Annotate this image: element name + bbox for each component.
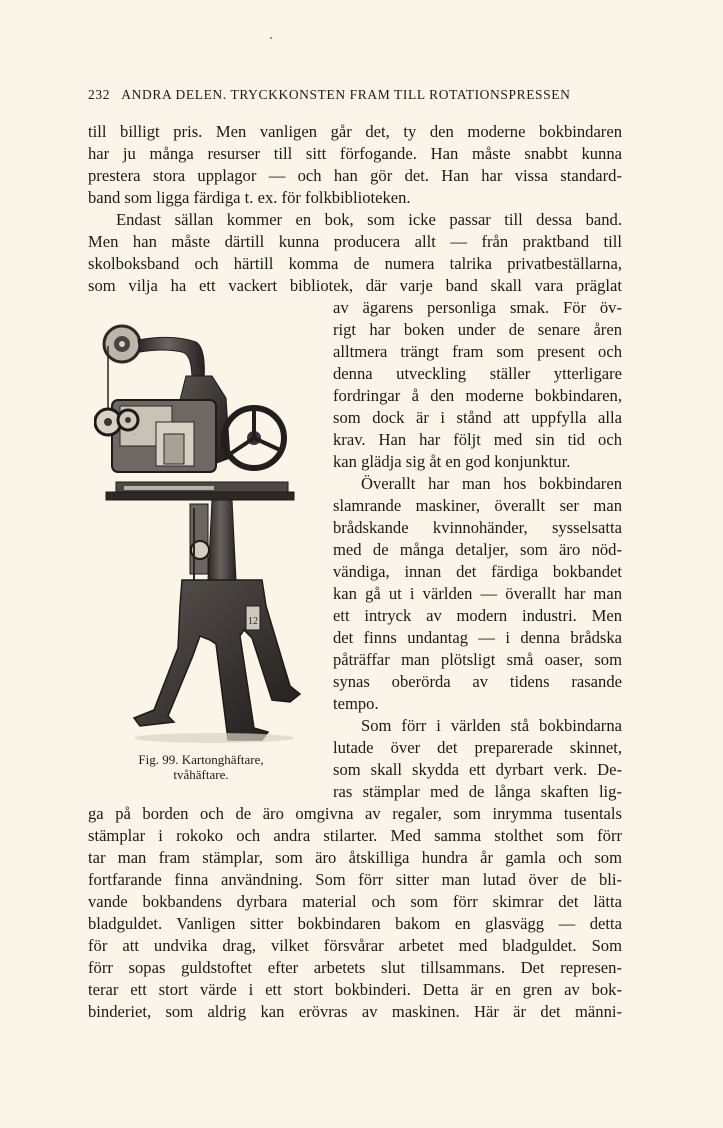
text-line: kan gå ut i världen — överallt har man	[333, 584, 622, 603]
text-line: krav. Han har följt med sin tid och	[333, 430, 622, 449]
print-speck	[270, 37, 272, 39]
text-line: har ju många resurser till sitt förfogande. Han måste snabbt kunna	[88, 144, 622, 163]
text-line: rigt har boken under de senare åren	[333, 320, 622, 339]
text-line: vändiga, innan det färdiga bokbandet	[333, 562, 622, 581]
text-line: Överallt har man hos bokbindaren	[361, 474, 622, 493]
text-line: stämplar i rokoko och andra stilarter. Med samma stolthet som förr	[88, 826, 622, 845]
text-line: slamrande maskiner, överallt ser man	[333, 496, 622, 515]
text-line: förr sopas guldstoftet efter arbetets slut tillsammans. Det represen-	[88, 958, 622, 977]
text-line: brådskande kvinnohänder, sysselsatta	[333, 518, 622, 537]
text-line: prestera stora upplagor — och han gör det. Han har vissa standard-	[88, 166, 622, 185]
text-line: tar man fram stämplar, som äro åtskilliga hundra år gamla och som	[88, 848, 622, 867]
running-title: ANDRA DELEN. TRYCKKONSTEN FRAM TILL ROTATIONSPRESSEN	[121, 87, 571, 102]
text-line: skolboksband och härtill komma de numera talrika privatbeställarna,	[88, 254, 622, 273]
frame-plate-number: 12	[248, 616, 258, 627]
running-header	[88, 87, 628, 103]
text-line: Som förr i världen stå bokbindarna	[361, 716, 622, 735]
text-line: ga på borden och de äro omgivna av regaler, som inrymma tusentals	[88, 804, 622, 823]
text-line: lutade över det preparerade skinnet,	[333, 738, 622, 757]
text-line: bladguldet. Vanligen sitter bokbindaren bakom en glasvägg — detta	[88, 914, 622, 933]
text-line: tempo.	[333, 694, 379, 713]
text-line: påträffar man plötsligt små oaser, som	[333, 650, 622, 669]
text-line: Men han måste därtill kunna producera allt — från praktband till	[88, 232, 622, 251]
text-line: det finns undantag — i denna brådska	[333, 628, 622, 647]
text-line: som dock är i stånd att uppfylla alla	[333, 408, 622, 427]
text-line: ras stämplar med de långa skaften lig-	[333, 782, 622, 801]
text-line: fordringar å den moderne bokbindaren,	[333, 386, 622, 405]
caption-line: tvåhäftare.	[173, 767, 229, 782]
text-line: med de många detaljer, som äro nöd-	[333, 540, 622, 559]
wire-spool	[104, 326, 140, 362]
text-line: som vilja ha ett vackert bibliotek, där varje band skall vara präglat	[88, 276, 622, 295]
text-line: fortfarande finna användning. Som förr sitter man lutad över de bli-	[88, 870, 622, 889]
text-line: synas oberörda av tidens rasande	[333, 672, 622, 691]
flywheel	[224, 408, 284, 468]
text-line: till billigt pris. Men vanligen går det, ty den moderne bokbindaren	[88, 122, 622, 141]
text-line: ett intryck av modern industri. Men	[333, 606, 622, 625]
caption-line: Fig. 99. Kartonghäftare,	[138, 752, 264, 767]
text-line: terar ett stort värde i ett stort bokbinderi. Detta är en gren av bok-	[88, 980, 622, 999]
page-number: 232	[88, 87, 111, 102]
stitching-machine-illustration	[94, 318, 308, 748]
text-line: band som ligga färdiga t. ex. för folkbiblioteken.	[88, 188, 411, 207]
svg-text:· · ·: · · ·	[132, 433, 140, 438]
text-line: vande bokbandens dyrbara material och som förr skimrar det lätta	[88, 892, 622, 911]
text-line: denna utveckling ställer ytterligare	[333, 364, 622, 383]
text-line: för att undvika drag, vilket försvårar arbetet med bladguldet. Som	[88, 936, 622, 955]
text-line: Endast sällan kommer en bok, som icke passar till dessa band.	[116, 210, 622, 229]
text-line: av ägarens personliga smak. För öv-	[333, 298, 622, 317]
text-line: alltmera trängt fram som present och	[333, 342, 622, 361]
text-line: som skall skydda ett dyrbart verk. De-	[333, 760, 622, 779]
text-line: kan glädja sig åt en god konjunktur.	[333, 452, 571, 471]
figure-caption	[96, 752, 306, 782]
text-line: binderiet, som aldrig kan erövras av maskinen. Här är det männi-	[88, 1002, 622, 1021]
